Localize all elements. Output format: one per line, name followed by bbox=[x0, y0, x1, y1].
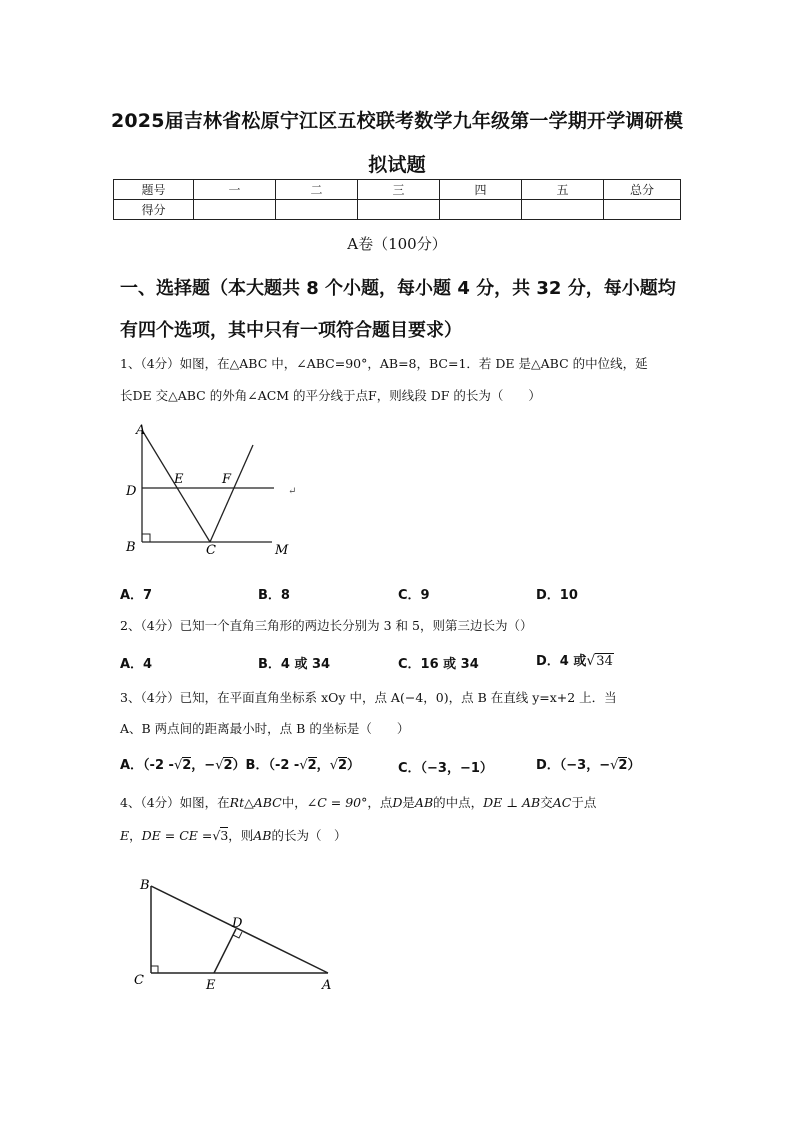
score-cell[interactable] bbox=[440, 200, 522, 220]
question-1-figure bbox=[122, 418, 302, 560]
question-3-text-continued: A、B 两点间的距离最小时，点 B 的坐标是（ ） bbox=[120, 721, 410, 736]
q4-math: D bbox=[392, 795, 403, 810]
q4-math: AB bbox=[414, 795, 434, 810]
question-1-option-c[interactable]: C．9 bbox=[398, 588, 430, 603]
question-2-text: 2、（4分）已知一个直角三角形的两边长分别为 3 和 5，则第三边长为（） bbox=[120, 618, 533, 633]
score-cell[interactable] bbox=[276, 200, 358, 220]
q4-text-part: 的长为（ ） bbox=[271, 828, 347, 843]
label-e: E bbox=[174, 472, 184, 487]
sqrt-icon: √ bbox=[173, 758, 183, 773]
score-table-header-row bbox=[114, 180, 681, 200]
page-title: 2025届吉林省松原宁江区五校联考数学九年级第一学期开学调研模 bbox=[110, 110, 684, 132]
q4-text-part: 4、（4分）如图，在 bbox=[120, 795, 230, 810]
label-a: A bbox=[322, 978, 332, 993]
option-b-prefix: B．（-2 - bbox=[245, 758, 300, 773]
option-a-end: ） bbox=[232, 758, 246, 773]
score-table-header-cell: 四 bbox=[440, 180, 522, 200]
sqrt-icon: √ bbox=[586, 653, 596, 669]
question-3-option-b[interactable] bbox=[246, 757, 361, 773]
q4-math: ∠C = 90° bbox=[306, 795, 368, 810]
question-1-option-b[interactable]: B．8 bbox=[258, 588, 290, 603]
sqrt-icon: √ bbox=[299, 758, 308, 773]
radicand: 3 bbox=[220, 828, 229, 843]
q4-text-part: 交 bbox=[540, 795, 553, 810]
sqrt-icon: √ bbox=[215, 758, 224, 773]
q4-text-part: ，点 bbox=[367, 795, 393, 810]
radicand: 2 bbox=[337, 758, 348, 773]
q4-math: Rt△ABC bbox=[229, 795, 282, 810]
sqrt-icon: √ bbox=[610, 758, 619, 773]
radicand: 34 bbox=[596, 654, 613, 669]
right-angle-mark-c bbox=[151, 966, 158, 973]
question-2-option-d[interactable] bbox=[536, 650, 614, 669]
sqrt-icon: √ bbox=[212, 828, 221, 843]
q4-text-part: 是 bbox=[402, 795, 415, 810]
label-d: D bbox=[126, 484, 137, 499]
option-d-end: ） bbox=[627, 758, 641, 773]
score-table-header-cell: 题号 bbox=[114, 180, 194, 200]
question-1-option-d[interactable]: D．10 bbox=[536, 588, 578, 603]
question-3-options bbox=[120, 754, 360, 773]
q4-text-part: ， bbox=[129, 828, 142, 843]
question-1-option-a[interactable]: A．7 bbox=[120, 588, 153, 603]
score-table-header-cell: 总分 bbox=[604, 180, 681, 200]
score-table-header-cell: 五 bbox=[522, 180, 604, 200]
score-table bbox=[113, 179, 681, 220]
sqrt-icon: √ bbox=[329, 758, 338, 773]
label-d: D bbox=[232, 916, 243, 931]
score-table-header-cell: 三 bbox=[358, 180, 440, 200]
question-3-option-c[interactable]: C．（−3，−1） bbox=[398, 761, 493, 776]
option-b-mid: ， bbox=[316, 758, 330, 773]
question-4-text-continued bbox=[120, 826, 347, 844]
radicand: 2 bbox=[307, 758, 317, 773]
option-a-prefix: A．（-2 - bbox=[120, 758, 174, 773]
paper-label: A卷（100分） bbox=[347, 235, 447, 253]
score-cell[interactable] bbox=[358, 200, 440, 220]
question-2-option-d-label: D．4 或 bbox=[536, 654, 587, 669]
q4-math: E bbox=[120, 828, 130, 843]
radicand: 2 bbox=[182, 758, 192, 773]
question-1-text: 1、（4分）如图，在△ABC 中，∠ABC=90°，AB=8，BC=1．若 DE 是△ABC 的中位线，延 bbox=[120, 356, 648, 371]
option-b-end: ） bbox=[347, 758, 361, 773]
question-2-option-a[interactable]: A．4 bbox=[120, 657, 153, 672]
score-table-row-label: 得分 bbox=[114, 200, 194, 220]
q4-math: AB bbox=[253, 828, 272, 843]
question-4-text bbox=[120, 793, 596, 811]
label-m: M bbox=[275, 543, 289, 558]
page-title-continued: 拟试题 bbox=[368, 154, 426, 176]
question-2-option-b[interactable]: B．4 或 34 bbox=[258, 657, 331, 672]
right-angle-mark bbox=[142, 534, 150, 542]
label-c: C bbox=[134, 973, 144, 988]
score-table-header-cell: 二 bbox=[276, 180, 358, 200]
question-3-text: 3、（4分）已知，在平面直角坐标系 xOy 中，点 A(−4，0)，点 B 在直线 y=x+2 上．当 bbox=[120, 690, 617, 705]
return-mark: ↵ bbox=[288, 486, 297, 497]
question-1-text-continued: 长DE 交△ABC 的外角∠ACM 的平分线于点F，则线段 DF 的长为（ ） bbox=[120, 388, 541, 403]
label-b: B bbox=[126, 540, 136, 555]
label-f: F bbox=[222, 472, 232, 487]
score-cell[interactable] bbox=[604, 200, 681, 220]
score-table-header-cell: 一 bbox=[194, 180, 276, 200]
question-4-figure bbox=[128, 872, 348, 994]
question-2-option-c[interactable]: C．16 或 34 bbox=[398, 657, 479, 672]
q4-text-part: ，则 bbox=[228, 828, 254, 843]
q4-math: DE = CE = bbox=[141, 828, 213, 843]
score-cell[interactable] bbox=[194, 200, 276, 220]
q4-text-part: 的中点， bbox=[433, 795, 484, 810]
label-c: C bbox=[206, 543, 216, 558]
label-a: A bbox=[136, 423, 146, 438]
radicand: 2 bbox=[223, 758, 233, 773]
section-heading-continued: 有四个选项，其中只有一项符合题目要求） bbox=[120, 320, 462, 341]
radicand: 2 bbox=[618, 758, 628, 773]
score-table-row bbox=[114, 200, 681, 220]
label-b: B bbox=[140, 878, 150, 893]
segment-de bbox=[214, 929, 236, 973]
q4-text-part: 于点 bbox=[571, 795, 597, 810]
score-cell[interactable] bbox=[522, 200, 604, 220]
bisector-cf bbox=[210, 445, 253, 542]
option-d-prefix: D．（−3，− bbox=[536, 758, 611, 773]
label-e: E bbox=[206, 978, 216, 993]
question-3-option-a[interactable] bbox=[120, 757, 246, 773]
q4-math: AC bbox=[552, 795, 572, 810]
option-a-mid: ，− bbox=[191, 758, 216, 773]
q4-math: DE ⊥ AB bbox=[483, 795, 541, 810]
section-heading: 一、选择题（本大题共 8 个小题，每小题 4 分，共 32 分，每小题均 bbox=[120, 278, 676, 299]
question-3-option-d[interactable] bbox=[536, 754, 640, 773]
q4-text-part: 中， bbox=[281, 795, 307, 810]
